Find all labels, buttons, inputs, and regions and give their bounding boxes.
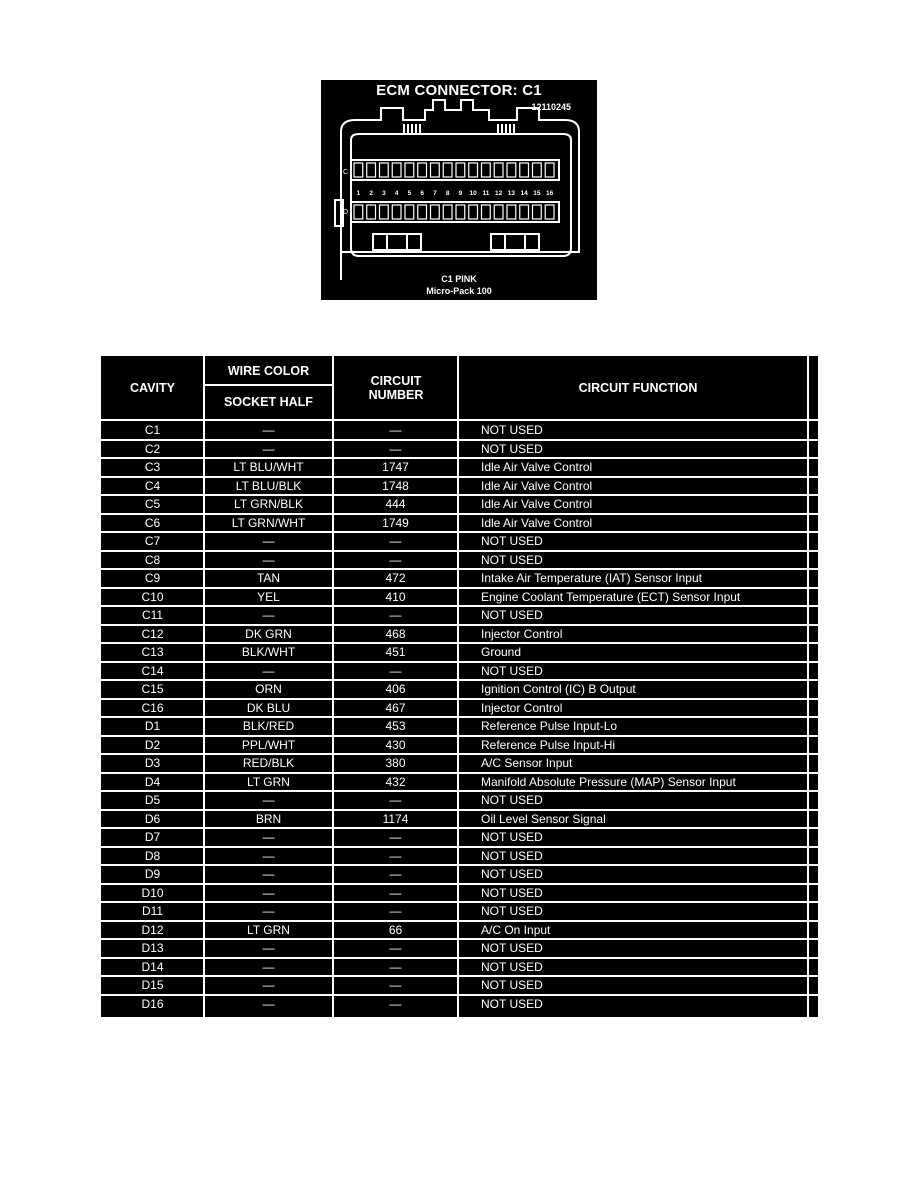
cavity-slot (507, 205, 516, 219)
cell-cavity: C10 (141, 589, 164, 604)
table-row (101, 514, 818, 533)
table-row (101, 847, 818, 866)
cell-circuit-number: — (389, 793, 402, 807)
cavity-slot (520, 163, 529, 177)
cavity-slot (431, 205, 440, 219)
cell-circuit-number: — (389, 848, 402, 863)
table-row (101, 532, 818, 551)
cell-circuit-function: Ground (481, 645, 522, 659)
cell-wire-color: TAN (256, 571, 281, 585)
row-rule (101, 457, 818, 459)
cavity-slot (418, 163, 427, 177)
cell-cavity: C9 (144, 571, 161, 585)
connector-color: C1 PINK (441, 274, 477, 284)
cell-cavity: D16 (141, 996, 164, 1011)
cavity-slot (443, 205, 452, 219)
cell-circuit-function: Idle Air Valve Control (481, 460, 593, 474)
cell-wire-color: RED/BLK (242, 756, 295, 770)
cell-cavity: D9 (144, 867, 161, 881)
cell-circuit-number: — (389, 423, 402, 437)
pin-number: 7 (433, 190, 437, 197)
row-rule (101, 901, 818, 903)
row-rule (101, 753, 818, 755)
pin-number: 9 (458, 190, 463, 197)
table-row (101, 810, 818, 829)
cell-circuit-function: A/C On Input (481, 922, 551, 937)
cell-cavity: C14 (141, 663, 164, 678)
row-rule (101, 550, 818, 552)
cell-wire-color: — (262, 996, 275, 1011)
cavity-slot (494, 205, 503, 219)
cell-circuit-function: Ignition Control (IC) B Output (481, 682, 636, 696)
cavity-slot (367, 163, 376, 177)
cavity-slot (507, 163, 516, 177)
cell-circuit-function: NOT USED (481, 663, 543, 678)
cell-cavity: D2 (144, 737, 161, 752)
cavity-slot (418, 205, 427, 219)
cavity-slot (533, 163, 542, 177)
cell-circuit-number: 1747 (382, 460, 409, 474)
table-row (101, 680, 818, 699)
row-rule (101, 883, 818, 885)
header-wire-color: WIRE COLOR (204, 356, 333, 385)
pin-number: 10 (469, 190, 477, 197)
cavity-slot (431, 163, 440, 177)
cell-circuit-function: NOT USED (481, 793, 543, 807)
pin-number: 15 (533, 190, 541, 197)
cavity-slot (545, 205, 554, 219)
cell-circuit-number: 410 (385, 589, 406, 604)
cell-wire-color: — (262, 608, 275, 622)
cell-wire-color: LT GRN (247, 922, 290, 937)
row-rule (101, 679, 818, 681)
cell-wire-color: — (262, 552, 275, 567)
cell-cavity: C16 (141, 700, 164, 715)
cell-circuit-number: — (389, 904, 402, 918)
cell-circuit-number: 1748 (382, 478, 409, 493)
cell-circuit-function: NOT USED (481, 941, 543, 955)
cell-circuit-number: 1749 (382, 515, 409, 530)
table-row (101, 939, 818, 958)
cell-circuit-function: Manifold Absolute Pressure (MAP) Sensor Input (481, 774, 736, 789)
table-row (101, 995, 818, 1014)
table-row (101, 958, 818, 977)
cell-circuit-number: — (389, 830, 402, 844)
connector-face-drawing (321, 80, 597, 300)
table-row (101, 921, 818, 940)
cell-circuit-number: 468 (385, 626, 406, 641)
table-row (101, 884, 818, 903)
connector-type: Micro-Pack 100 (426, 286, 492, 296)
table-row (101, 495, 818, 514)
table-row (101, 440, 818, 459)
pin-number: 5 (407, 190, 412, 197)
connector-part-number: 12110245 (531, 102, 571, 112)
cell-wire-color: — (262, 663, 275, 678)
row-rule (101, 975, 818, 977)
cell-wire-color: — (262, 941, 275, 955)
header-circuit-number: CIRCUIT NUMBER (366, 356, 426, 419)
row-rule (101, 827, 818, 829)
table-row (101, 976, 818, 995)
cell-wire-color: DK BLU (246, 700, 291, 715)
cell-circuit-function: Reference Pulse Input-Lo (481, 719, 618, 733)
cell-circuit-number: 472 (385, 571, 406, 585)
cavity-slot (392, 205, 401, 219)
cell-wire-color: — (262, 848, 275, 863)
cell-wire-color: — (262, 534, 275, 548)
cell-circuit-number: — (389, 978, 402, 992)
cell-circuit-number: — (389, 552, 402, 567)
connector-diagram (321, 80, 597, 300)
cell-cavity: D7 (144, 830, 161, 844)
cell-circuit-function: Intake Air Temperature (IAT) Sensor Input (481, 571, 702, 585)
table-row (101, 551, 818, 570)
cavity-slot (545, 163, 554, 177)
pin-number: 16 (546, 190, 554, 197)
row-rule (101, 439, 818, 441)
row-rule (101, 772, 818, 774)
cell-cavity: C6 (144, 515, 161, 530)
cell-cavity: C13 (141, 645, 164, 659)
connector-title: ECM CONNECTOR: C1 (376, 82, 542, 99)
cell-cavity: C11 (141, 608, 164, 622)
table-row (101, 754, 818, 773)
header-cavity: CAVITY (101, 356, 204, 419)
row-rule (101, 938, 818, 940)
cell-wire-color: — (262, 441, 275, 456)
cell-circuit-function: Injector Control (481, 700, 563, 715)
cell-cavity: C8 (144, 552, 161, 567)
row-rule (101, 494, 818, 496)
cell-circuit-function: NOT USED (481, 885, 543, 900)
table-row (101, 625, 818, 644)
cell-circuit-function: NOT USED (481, 848, 543, 863)
table-row (101, 699, 818, 718)
cell-circuit-number: 406 (385, 682, 406, 696)
row-rule (101, 864, 818, 866)
row-rule (101, 698, 818, 700)
cavity-slot (405, 205, 414, 219)
row-rule (101, 846, 818, 848)
pin-number: 8 (445, 190, 450, 197)
table-row (101, 477, 818, 496)
table-row (101, 736, 818, 755)
cell-circuit-number: — (389, 959, 402, 974)
cavity-slot (380, 163, 389, 177)
row-rule (101, 605, 818, 607)
cell-circuit-number: 444 (385, 497, 406, 511)
cell-circuit-number: 66 (388, 922, 403, 937)
cell-cavity: C15 (141, 682, 164, 696)
cell-wire-color: BLK/WHT (241, 645, 296, 659)
pin-number: 4 (394, 190, 399, 197)
cell-circuit-number: — (389, 441, 402, 456)
cell-circuit-number: — (389, 608, 402, 622)
cell-circuit-number: 380 (385, 756, 406, 770)
pin-number: 3 (382, 190, 386, 197)
cavity-slot (456, 163, 465, 177)
cavity-slot (354, 205, 363, 219)
cell-wire-color: LT BLU/WHT (233, 460, 304, 474)
connector-pinout-table (101, 356, 818, 1017)
cell-cavity: D3 (144, 756, 161, 770)
cell-cavity: D1 (144, 719, 161, 733)
cell-wire-color: BLK/RED (242, 719, 295, 733)
cell-circuit-number: 453 (385, 719, 406, 733)
cell-circuit-function: NOT USED (481, 867, 543, 881)
cell-wire-color: — (262, 793, 275, 807)
cell-cavity: D11 (141, 904, 164, 918)
cell-circuit-number: — (389, 941, 402, 955)
cell-circuit-function: A/C Sensor Input (481, 756, 573, 770)
header-circuit-function: CIRCUIT FUNCTION (458, 356, 818, 419)
cavity-slot (469, 163, 478, 177)
pin-number: 13 (507, 190, 515, 197)
row-rule (101, 809, 818, 811)
cell-circuit-number: — (389, 867, 402, 881)
row-rule (101, 716, 818, 718)
cell-circuit-function: Idle Air Valve Control (481, 478, 593, 493)
cell-circuit-number: — (389, 885, 402, 900)
cell-circuit-function: NOT USED (481, 830, 543, 844)
cell-circuit-number: 467 (385, 700, 406, 715)
cavity-slot (482, 205, 491, 219)
cavity-slot (469, 205, 478, 219)
table-row (101, 828, 818, 847)
cell-cavity: C3 (144, 460, 161, 474)
cell-circuit-function: NOT USED (481, 552, 543, 567)
row-rule (101, 957, 818, 959)
pin-number: 2 (369, 190, 373, 197)
cavity-slot (367, 205, 376, 219)
pin-number: 11 (482, 190, 490, 197)
cell-wire-color: — (262, 885, 275, 900)
pin-number: 14 (520, 190, 528, 197)
table-row (101, 791, 818, 810)
cavity-slot (494, 163, 503, 177)
table-row (101, 606, 818, 625)
cell-circuit-number: — (389, 996, 402, 1011)
cell-cavity: D13 (141, 941, 164, 955)
table-row (101, 643, 818, 662)
row-rule (101, 513, 818, 515)
table-row (101, 458, 818, 477)
cell-cavity: C1 (144, 423, 161, 437)
cell-circuit-function: Idle Air Valve Control (481, 515, 593, 530)
cell-cavity: D12 (141, 922, 164, 937)
pin-number: 12 (495, 190, 503, 197)
cell-circuit-function: NOT USED (481, 441, 543, 456)
cell-circuit-function: Oil Level Sensor Signal (481, 811, 606, 826)
cavity-slot (443, 163, 452, 177)
cavity-slot (354, 163, 363, 177)
cell-wire-color: PPL/WHT (241, 737, 296, 752)
cell-circuit-number: — (389, 534, 402, 548)
cell-circuit-function: NOT USED (481, 534, 543, 548)
table-row (101, 569, 818, 588)
cell-cavity: C4 (144, 478, 161, 493)
cell-wire-color: LT GRN/BLK (234, 497, 303, 511)
cell-cavity: D10 (141, 885, 164, 900)
table-row (101, 662, 818, 681)
cavity-slot (520, 205, 529, 219)
cell-circuit-function: Injector Control (481, 626, 563, 641)
header-socket-half: SOCKET HALF (221, 385, 316, 419)
cell-wire-color: — (262, 959, 275, 974)
cell-cavity: C5 (144, 497, 161, 511)
pin-number: 1 (356, 190, 361, 197)
cell-circuit-number: 432 (385, 774, 406, 789)
cell-circuit-function: Engine Coolant Temperature (ECT) Sensor Input (481, 589, 741, 604)
cell-cavity: D6 (144, 811, 161, 826)
table-row (101, 902, 818, 921)
cavity-slot (482, 163, 491, 177)
cell-cavity: C12 (141, 626, 164, 641)
cavity-slot (405, 163, 414, 177)
cell-circuit-number: 1174 (382, 811, 409, 826)
cell-wire-color: LT BLU/BLK (235, 478, 302, 493)
cell-wire-color: YEL (257, 589, 280, 604)
cell-cavity: C7 (144, 534, 161, 548)
cell-circuit-function: NOT USED (481, 978, 543, 992)
row-rule (101, 920, 818, 922)
row-rule (101, 624, 818, 626)
cell-wire-color: — (262, 830, 275, 844)
cell-cavity: D15 (141, 978, 164, 992)
table-row (101, 865, 818, 884)
cell-circuit-function: NOT USED (481, 959, 543, 974)
cell-circuit-number: — (389, 663, 402, 678)
cell-cavity: C2 (144, 441, 161, 456)
table-row (101, 588, 818, 607)
cell-circuit-function: NOT USED (481, 904, 543, 918)
cell-wire-color: LT GRN (247, 774, 290, 789)
row-rule (101, 642, 818, 644)
header-rule (204, 384, 333, 386)
cell-wire-color: BRN (255, 811, 282, 826)
row-rule (101, 790, 818, 792)
cell-wire-color: — (262, 904, 275, 918)
cell-wire-color: — (262, 867, 275, 881)
cavity-slot (533, 205, 542, 219)
cavity-slot (380, 205, 389, 219)
cell-circuit-function: NOT USED (481, 423, 543, 437)
cell-wire-color: ORN (255, 682, 282, 696)
row-c-label: C (343, 169, 349, 176)
cell-circuit-function: Reference Pulse Input-Hi (481, 737, 616, 752)
cell-circuit-function: Idle Air Valve Control (481, 497, 593, 511)
cell-cavity: D5 (144, 793, 161, 807)
row-rule (101, 568, 818, 570)
cell-cavity: D8 (144, 848, 161, 863)
cell-cavity: D4 (144, 774, 161, 789)
table-row (101, 773, 818, 792)
row-rule (101, 735, 818, 737)
cell-wire-color: DK GRN (245, 626, 292, 641)
row-rule (101, 587, 818, 589)
cell-wire-color: — (262, 978, 275, 992)
table-row (101, 717, 818, 736)
row-rule (101, 531, 818, 533)
cell-cavity: D14 (141, 959, 164, 974)
cell-circuit-function: NOT USED (481, 608, 543, 622)
cavity-slot (456, 205, 465, 219)
pin-number: 6 (420, 190, 424, 197)
cell-circuit-number: 451 (385, 645, 406, 659)
table-row (101, 421, 818, 440)
row-rule (101, 476, 818, 478)
row-rule (101, 661, 818, 663)
row-d-label: D (343, 209, 349, 216)
row-rule (101, 994, 818, 996)
cell-circuit-number: 430 (385, 737, 406, 752)
cell-wire-color: LT GRN/WHT (231, 515, 306, 530)
cell-circuit-function: NOT USED (481, 996, 543, 1011)
cavity-slot (392, 163, 401, 177)
cell-wire-color: — (262, 423, 275, 437)
